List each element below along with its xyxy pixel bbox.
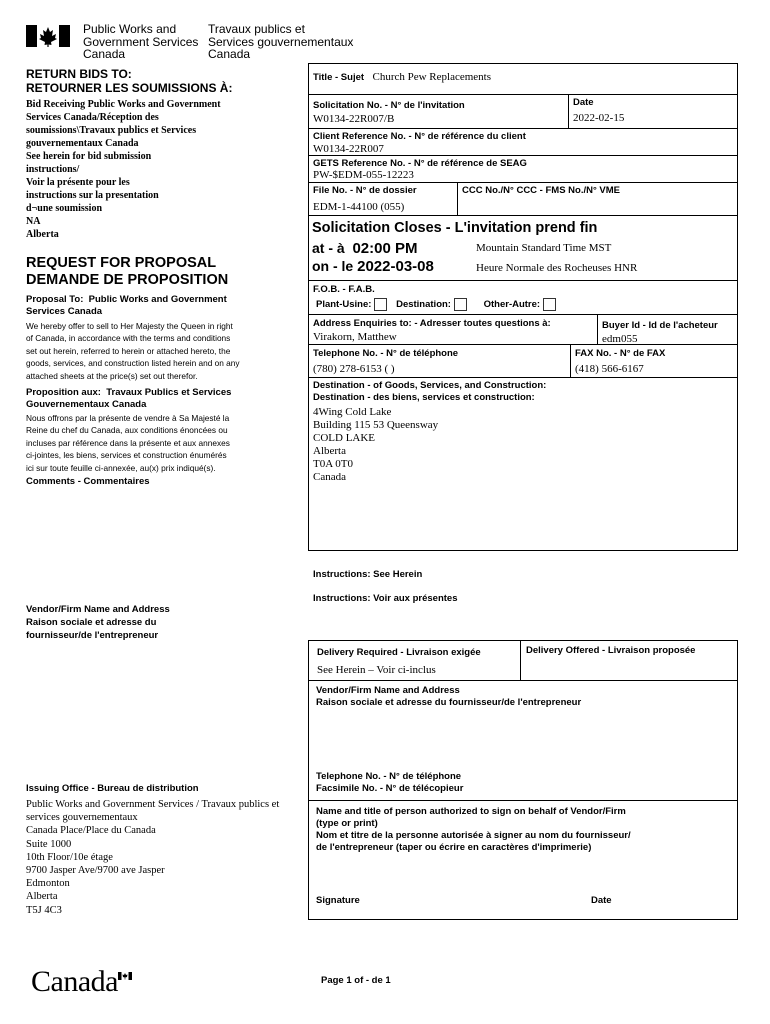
signature-date-label: Date [591, 895, 612, 906]
timezone-fr: Heure Normale des Rocheuses HNR [476, 262, 638, 274]
instructions-en: Instructions: See Herein [313, 569, 423, 580]
vendor-firm-left-label: Vendor/Firm Name and Address Raison sociale et adresse du fournisseur/de l'entrepreneur [26, 604, 170, 641]
close-date: on - le 2022-03-08 [312, 258, 434, 275]
wordmark-flag-icon [118, 967, 132, 975]
return-bids-address: Bid Receiving Public Works and Government Services Canada/Réception des soumissions\Travaux publics et Services gouvernementaux Canada See herein for bid submission instructions/ Voir la présente pour les instructions sur la presentation d¬une soumission NA Alberta [26, 99, 221, 240]
return-bids-title: RETURN BIDS TO: RETOURNER LES SOUMISSIONS À: [26, 67, 233, 95]
file-no-label: File No. - N° de dossier [313, 185, 417, 196]
department-name-en: Public Works and Government Services Canada [83, 22, 199, 61]
telephone-label: Telephone No. - N° de téléphone [313, 348, 459, 359]
client-ref-label: Client Reference No. - N° de référence du client [313, 131, 526, 142]
buyer-id-value: edm055 [602, 333, 638, 345]
plant-checkbox[interactable] [374, 298, 387, 311]
proposition-aux: Proposition aux: Travaux Publics et Services Gouvernementaux Canada [26, 387, 232, 410]
issuing-office-label: Issuing Office - Bureau de distribution [26, 783, 199, 794]
vendor-phone-label: Telephone No. - N° de téléphone Facsimile No. - N° de télécopieur [316, 771, 464, 794]
fob-label: F.O.B. - F.A.B. [313, 284, 375, 295]
solicitation-no-label: Solicitation No. - N° de l'invitation [313, 100, 465, 111]
telephone-value: (780) 278-6153 ( ) [313, 363, 395, 375]
destination-label: Destination - of Goods, Services, and Construction: Destination - des biens, services et construction: [313, 380, 547, 403]
close-time: at - à 02:00 PM [312, 240, 418, 257]
canada-flag-icon [26, 25, 70, 47]
gets-ref-value: PW-$EDM-055-12223 [313, 169, 414, 181]
proposal-text-en: We hereby offer to sell to Her Majesty the Queen in right of Canada, in accordance with the terms and conditions set out herein, referred to herein or attached hereto, the goods, services, and construction listed herein and on any attached sheets at the price(s) set out therefor. [26, 321, 240, 381]
proposal-to: Proposal To: Public Works and Government Services Canada [26, 294, 227, 317]
solicitation-closes-title: Solicitation Closes - L'invitation prend fin [312, 220, 598, 236]
page-number: Page 1 of - de 1 [321, 975, 391, 986]
title-field: Title - Sujet Church Pew Replacements [313, 71, 492, 83]
destination-address: 4Wing Cold Lake Building 115 53 Queensway COLD LAKE Alberta T0A 0T0 Canada [313, 406, 439, 483]
delivery-offered-label: Delivery Offered - Livraison proposée [526, 645, 696, 656]
canada-wordmark: Canada [31, 965, 118, 998]
date-label: Date [573, 97, 594, 108]
destination-checkbox[interactable] [454, 298, 467, 311]
other-checkbox[interactable] [543, 298, 556, 311]
gets-ref-label: GETS Reference No. - N° de référence de SEAG [313, 158, 527, 169]
address-enquiries-label: Address Enquiries to: - Adresser toutes questions à: [313, 318, 551, 329]
fax-label: FAX No. - N° de FAX [575, 348, 666, 359]
proposal-text-fr: Nous offrons par la présente de vendre à Sa Majesté la Reine du chef du Canada, aux conditions énoncées ou incluses par référence dans la présente et aux annexes ci-jointes, les biens, services et construction énumérés ici sur toute feuille ci-annexée, au(x) prix indiqué(s). [26, 413, 230, 473]
date-value: 2022-02-15 [573, 112, 625, 124]
ccc-no-label: CCC No./N° CCC - FMS No./N° VME [462, 185, 621, 196]
solicitation-no-value: W0134-22R007/B [313, 113, 395, 125]
client-ref-value: W0134-22R007 [313, 143, 384, 155]
delivery-required-label: Delivery Required - Livraison exigée [317, 647, 481, 658]
authorized-person-label: Name and title of person authorized to sign on behalf of Vendor/Firm (type or print) Nom et titre de la personne autorisée à signer au nom du fournisseur/ de l'entrepreneur (taper ou écrire en caractères d'imprimerie) [316, 806, 631, 853]
comments-label: Comments - Commentaires [26, 476, 150, 487]
address-enquiries-value: Virakorn, Matthew [313, 331, 397, 343]
signature-label: Signature [316, 895, 360, 906]
delivery-required-value: See Herein – Voir ci-inclus [317, 664, 436, 676]
department-name-fr: Travaux publics et Services gouvernementaux Canada [208, 22, 354, 61]
vendor-firm-label: Vendor/Firm Name and Address Raison sociale et adresse du fournisseur/de l'entrepreneur [316, 685, 582, 708]
title-value: Church Pew Replacements [372, 71, 492, 83]
issuing-office-address: Public Works and Government Services / Travaux publics et services gouvernementaux Canada Place/Place du Canada Suite 1000 10th Floor/10e étage 9700 Jasper Ave/9700 ave Jasper Edmonton Alberta T5J 4C3 [26, 799, 280, 916]
timezone-en: Mountain Standard Time MST [476, 242, 612, 254]
buyer-id-label: Buyer Id - Id de l'acheteur [602, 320, 718, 331]
instructions-fr: Instructions: Voir aux présentes [313, 593, 458, 604]
fax-value: (418) 566-6167 [575, 363, 644, 375]
vendor-firm-input[interactable] [316, 712, 731, 767]
rfp-title: REQUEST FOR PROPOSAL DEMANDE DE PROPOSITION [26, 255, 229, 288]
fob-options: Plant-Usine: Destination: Other-Autre: [316, 298, 556, 311]
file-no-value: EDM-1-44100 (055) [313, 201, 405, 213]
